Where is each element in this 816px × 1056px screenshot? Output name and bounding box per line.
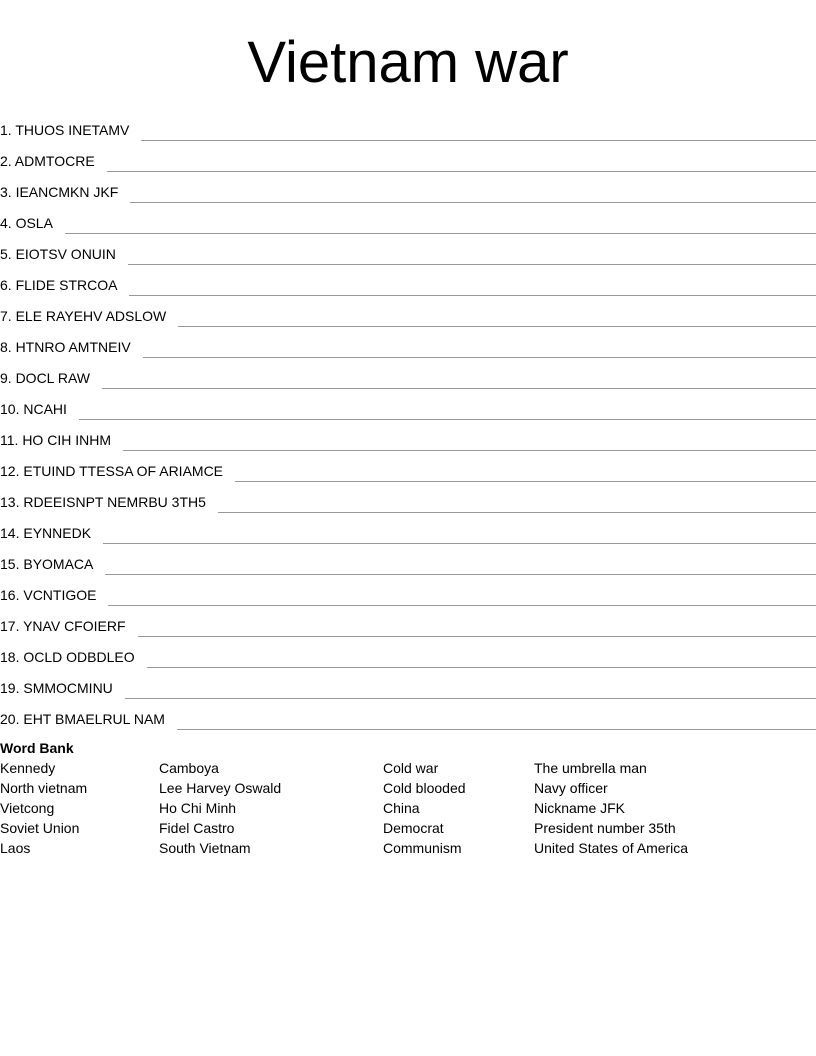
word-bank-column xyxy=(534,759,688,859)
question-text: 18. OCLD ODBDLEO xyxy=(0,649,135,665)
question-row xyxy=(0,141,816,172)
question-row xyxy=(0,265,816,296)
word-bank-item: Laos xyxy=(0,840,31,856)
question-text: 13. RDEEISNPT NEMRBU 3TH5 xyxy=(0,494,206,510)
question-row xyxy=(0,420,816,451)
word-bank-column xyxy=(159,759,281,859)
question-text: 5. EIOTSV ONUIN xyxy=(0,246,116,262)
question-text: 19. SMMOCMINU xyxy=(0,680,113,696)
word-bank-item: Fidel Castro xyxy=(159,820,235,836)
question-text: 16. VCNTIGOE xyxy=(0,587,97,603)
answer-line[interactable] xyxy=(65,232,816,234)
page-title: Vietnam war xyxy=(247,30,569,95)
answer-line[interactable] xyxy=(129,294,816,296)
question-text: 20. EHT BMAELRUL NAM xyxy=(0,711,165,727)
question-row xyxy=(0,110,816,141)
word-bank-title: Word Bank xyxy=(0,740,74,756)
question-row xyxy=(0,234,816,265)
word-bank-item: United States of America xyxy=(534,840,689,856)
word-bank-item: Vietcong xyxy=(0,800,55,816)
answer-line[interactable] xyxy=(235,480,816,482)
question-row xyxy=(0,172,816,203)
answer-line[interactable] xyxy=(108,604,816,606)
question-text: 8. HTNRO AMTNEIV xyxy=(0,339,131,355)
question-row xyxy=(0,358,816,389)
word-bank-item: Cold blooded xyxy=(383,780,466,796)
question-text: 4. OSLA xyxy=(0,215,53,231)
answer-line[interactable] xyxy=(177,728,816,730)
word-bank-item: President number 35th xyxy=(534,820,676,836)
question-text: 15. BYOMACA xyxy=(0,556,94,572)
word-bank-item: Communism xyxy=(383,840,462,856)
answer-line[interactable] xyxy=(218,511,816,513)
question-text: 1. THUOS INETAMV xyxy=(0,122,130,138)
answer-line[interactable] xyxy=(105,573,816,575)
question-text: 6. FLIDE STRCOA xyxy=(0,277,118,293)
question-text: 12. ETUIND TTESSA OF ARIAMCE xyxy=(0,463,224,479)
answer-line[interactable] xyxy=(178,325,816,327)
question-text: 3. IEANCMKN JKF xyxy=(0,184,119,200)
word-bank-item: North vietnam xyxy=(0,780,88,796)
question-text: 10. NCAHI xyxy=(0,401,67,417)
question-row xyxy=(0,296,816,327)
question-text: 2. ADMTOCRE xyxy=(0,153,95,169)
question-row xyxy=(0,575,816,606)
question-row xyxy=(0,513,816,544)
question-row xyxy=(0,327,816,358)
word-bank-column xyxy=(0,759,87,859)
question-row xyxy=(0,606,816,637)
answer-line[interactable] xyxy=(147,666,816,668)
word-bank-item: Kennedy xyxy=(0,760,56,776)
answer-line[interactable] xyxy=(102,387,816,389)
word-bank-item: Camboya xyxy=(159,760,219,776)
question-text: 11. HO CIH INHM xyxy=(0,432,111,448)
question-text: 17. YNAV CFOIERF xyxy=(0,618,126,634)
word-bank-item: Democrat xyxy=(383,820,444,836)
question-row xyxy=(0,637,816,668)
answer-line[interactable] xyxy=(141,139,816,141)
answer-line[interactable] xyxy=(125,697,816,699)
question-row xyxy=(0,451,816,482)
answer-line[interactable] xyxy=(128,263,816,265)
answer-line[interactable] xyxy=(138,635,816,637)
question-row xyxy=(0,389,816,420)
word-bank-item: Ho Chi Minh xyxy=(159,800,237,816)
question-row xyxy=(0,482,816,513)
word-bank-item: Navy officer xyxy=(534,780,608,796)
question-row xyxy=(0,668,816,699)
answer-line[interactable] xyxy=(143,356,816,358)
word-bank-item: Cold war xyxy=(383,760,439,776)
question-list xyxy=(0,110,816,730)
answer-line[interactable] xyxy=(107,170,816,172)
word-bank-item: Lee Harvey Oswald xyxy=(159,780,282,796)
question-row xyxy=(0,544,816,575)
question-text: 14. EYNNEDK xyxy=(0,525,92,541)
question-row xyxy=(0,699,816,730)
word-bank-item: China xyxy=(383,800,420,816)
question-row xyxy=(0,203,816,234)
word-bank-item: South Vietnam xyxy=(159,840,251,856)
answer-line[interactable] xyxy=(103,542,816,544)
question-text: 9. DOCL RAW xyxy=(0,370,90,386)
answer-line[interactable] xyxy=(123,449,816,451)
question-text: 7. ELE RAYEHV ADSLOW xyxy=(0,308,167,324)
answer-line[interactable] xyxy=(79,418,816,420)
word-bank-item: Soviet Union xyxy=(0,820,80,836)
answer-line[interactable] xyxy=(130,201,816,203)
word-bank-item: Nickname JFK xyxy=(534,800,626,816)
word-bank-column xyxy=(383,759,466,859)
word-bank-item: The umbrella man xyxy=(534,760,647,776)
